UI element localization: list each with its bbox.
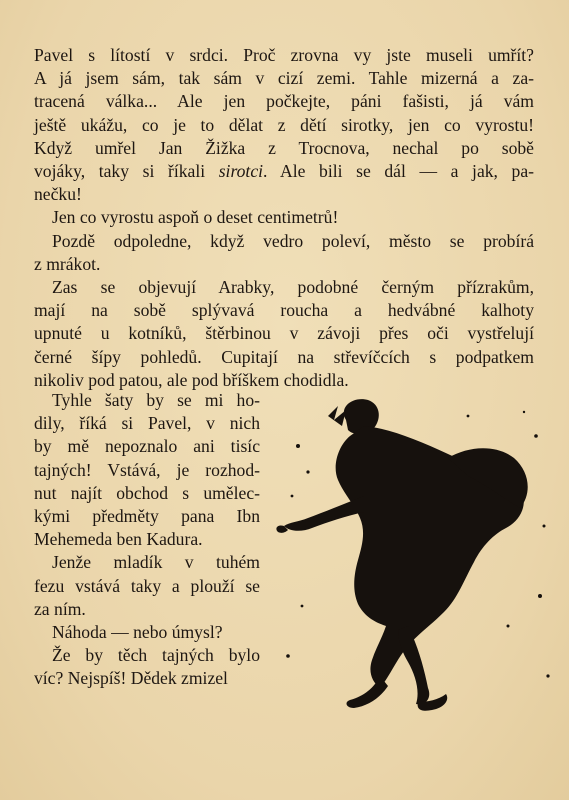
body-paragraph — [34, 276, 534, 392]
column-line: dily, říká si Pavel, v nich — [34, 413, 260, 434]
body-line: vojáky, taky si říkali sirotci. Ale bili se dál — a jak, pa- — [34, 161, 535, 182]
column-line: víc? Nejspíš! Dědek zmizel — [34, 668, 228, 689]
column-line: Náhoda — nebo úmysl? — [52, 622, 223, 643]
body-line: tracená válka... Ale jen počkejte, páni fašisti, já vám — [34, 91, 534, 112]
column-paragraph — [34, 621, 260, 644]
body-line: mají na sobě splývavá roucha a hedvábné kalhoty — [34, 300, 534, 321]
body-line: A já jsem sám, tak sám v cizí zemi. Tahle mizerná a za- — [34, 68, 534, 89]
column-line: Že by těch tajných bylo — [52, 645, 260, 666]
body-line: upnuté u kotníků, štěrbinou v závoji přes oči vystřelují — [34, 323, 534, 344]
body-text — [34, 44, 534, 392]
crouching-figure-woodcut-icon — [268, 376, 558, 716]
body-line: Pavel s lítostí v srdci. Proč zrovna vy jste museli umřít? — [34, 45, 534, 65]
body-line: ještě ukážu, co je to dělat z dětí sirotky, jen co vyrostu! — [34, 114, 534, 135]
column-paragraph — [34, 389, 260, 551]
column-paragraph — [34, 644, 260, 690]
body-line: z mrákot. — [34, 253, 101, 274]
column-line: za ním. — [34, 598, 86, 619]
body-line: Zas se objevují Arabky, podobné černým přízrakům, — [52, 277, 534, 298]
body-line: Jen co vyrostu aspoň o deset centimetrů! — [52, 207, 339, 228]
column-line: nut najít obchod s umělec- — [34, 482, 260, 503]
body-line: nečku! — [34, 184, 82, 205]
body-paragraph — [34, 206, 534, 229]
body-line: černé šípy pohledů. Cupitají na střevíčcích s podpatkem — [34, 346, 534, 367]
body-line: nikoliv pod patou, ale pod bříškem chodidla. — [34, 369, 349, 390]
body-line: Pozdě odpoledne, když vedro poleví, město se probírá — [52, 230, 534, 251]
column-line: by mě nepoznalo ani tisíc — [34, 436, 260, 457]
column-line: tajných! Vstává, je rozhod- — [34, 459, 260, 480]
column-line: fezu vstává taky a plouží se — [34, 575, 260, 596]
column-line: Mehemeda ben Kadura. — [34, 529, 203, 550]
column-paragraph — [34, 551, 260, 621]
column-line: Jenže mladík v tuhém — [52, 552, 260, 573]
body-line: Když umřel Jan Žižka z Trocnova, nechal po sobě — [34, 137, 534, 158]
body-paragraph — [34, 230, 534, 276]
column-text — [34, 389, 260, 691]
body-paragraph — [34, 44, 534, 206]
column-line: kými předměty pana Ibn — [34, 506, 260, 527]
column-line: Tyhle šaty by se mi ho- — [52, 390, 260, 410]
